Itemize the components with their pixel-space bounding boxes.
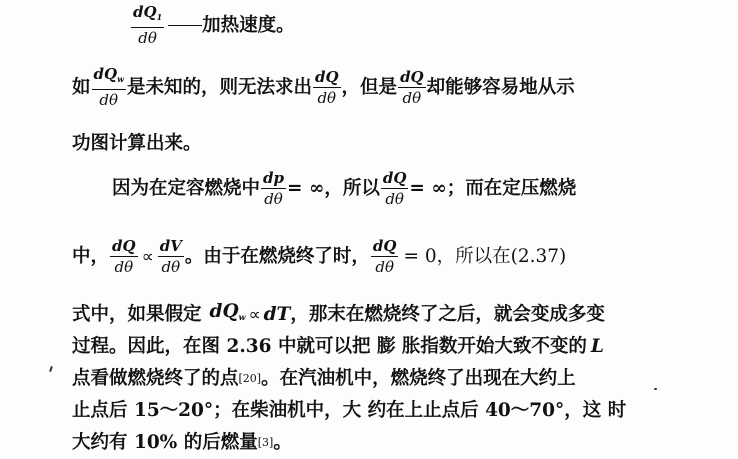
text-segment: 中， [72,246,110,268]
line-unknown-dqw [72,66,575,109]
fraction-denominator: dθ [385,190,404,209]
citation-ref: [3] [257,436,274,449]
fraction-dq-dtheta-3 [381,170,409,208]
fraction-dq1-dtheta [131,4,164,47]
fraction-dp-dtheta [261,170,286,208]
fraction-bar [92,89,126,90]
fraction-bar [158,256,184,257]
fraction-denominator: dθ [138,29,157,48]
fraction-numerator: dQ [382,169,407,187]
text-segment: = 0，所以在(2.37) [403,246,567,268]
fraction-numerator: dQ [372,237,397,255]
math-l: L [590,336,604,357]
proportional-symbol: ∝ [248,304,261,325]
text-segment: 止点后 15～20°；在柴油机中，大 约在上止点后 40～70°，这 时 [72,400,627,421]
fraction-bar [110,256,138,257]
fraction-dqw-dtheta [92,66,126,109]
text-segment: 却能够容易地从示 [426,76,575,98]
subscript: 1 [156,12,163,22]
fraction-denominator: dθ [114,258,134,277]
fraction-bar [261,188,286,189]
fraction-numerator: dp [263,169,284,187]
citation-ref: [20] [238,372,262,385]
fraction-denominator: dθ [161,258,181,277]
fraction-denominator: dθ [375,258,394,277]
proportional-symbol: ∝ [141,247,154,268]
fraction-denominator: dθ [99,91,119,110]
line-constant-pressure [72,238,566,276]
text-segment: ，那末在燃烧终了之后，就会变成多变 [290,303,605,325]
text-segment: 式中，如果假定 [72,303,202,325]
fraction-denominator: dθ [317,88,337,107]
line-polytropic [72,336,604,358]
line-assume-proportional [72,301,605,328]
text-segment: 因为在定容燃烧中 [112,178,261,200]
line-heating-rate [130,4,295,47]
fraction-bar [371,256,399,257]
subscript: w [117,74,124,84]
math-dq: dQ [209,301,239,322]
text-segment: 。在汽油机中，燃烧终了出现在大约上 [261,368,576,389]
line-indicator-diagram [72,133,202,155]
scan-speck [49,366,53,372]
fraction-numerator: dV [159,237,182,255]
fraction-numerator: dQ [112,237,136,255]
scan-speck [654,388,657,390]
fraction-bar [398,87,426,88]
fraction-dq-dtheta-5 [371,238,399,276]
fraction-dq-dtheta [313,69,341,107]
line-afterburning [72,432,292,454]
fraction-bar [313,87,341,88]
em-dash [168,25,202,26]
fraction-numerator: dQ [400,67,424,86]
fraction-dq-dtheta-2 [398,69,426,107]
fraction-numerator: dQ [93,65,118,83]
line-combustion-end [72,368,576,390]
fraction-bar [131,27,164,28]
text-segment: 如 [72,76,91,98]
text-segment: = ∞；而在定压燃烧 [409,178,577,200]
line-constant-volume [112,170,576,208]
fraction-denominator: dθ [264,190,283,209]
text-segment: = ∞，所以 [287,178,380,200]
text-segment: 功图计算出来。 [72,133,202,154]
text-segment: 。由于在燃烧终了时， [184,246,370,268]
fraction-dq-dtheta-4 [110,238,138,276]
text-segment: 过程。因此，在图 2.36 中就可以把 膨 胀指数开始大致不变的 [72,336,587,357]
fraction-dv-dtheta [158,238,184,276]
text-segment: 。 [273,432,292,453]
fraction-numerator: dQ [314,67,339,86]
text-segment: 大约有 10% 的后燃量 [72,432,258,453]
heating-rate-text: 加热速度。 [202,14,295,36]
subscript: w [238,312,246,322]
text-segment: 是未知的，则无法求出 [126,76,312,98]
text-segment: ，但是 [341,76,398,98]
fraction-denominator: dθ [402,88,422,107]
fraction-numerator: dQ [133,3,157,21]
fraction-bar [381,188,409,189]
text-segment: 点看做燃烧终了的点 [72,368,239,389]
line-tdc-angles [72,400,626,422]
math-dt: dT [263,303,291,325]
